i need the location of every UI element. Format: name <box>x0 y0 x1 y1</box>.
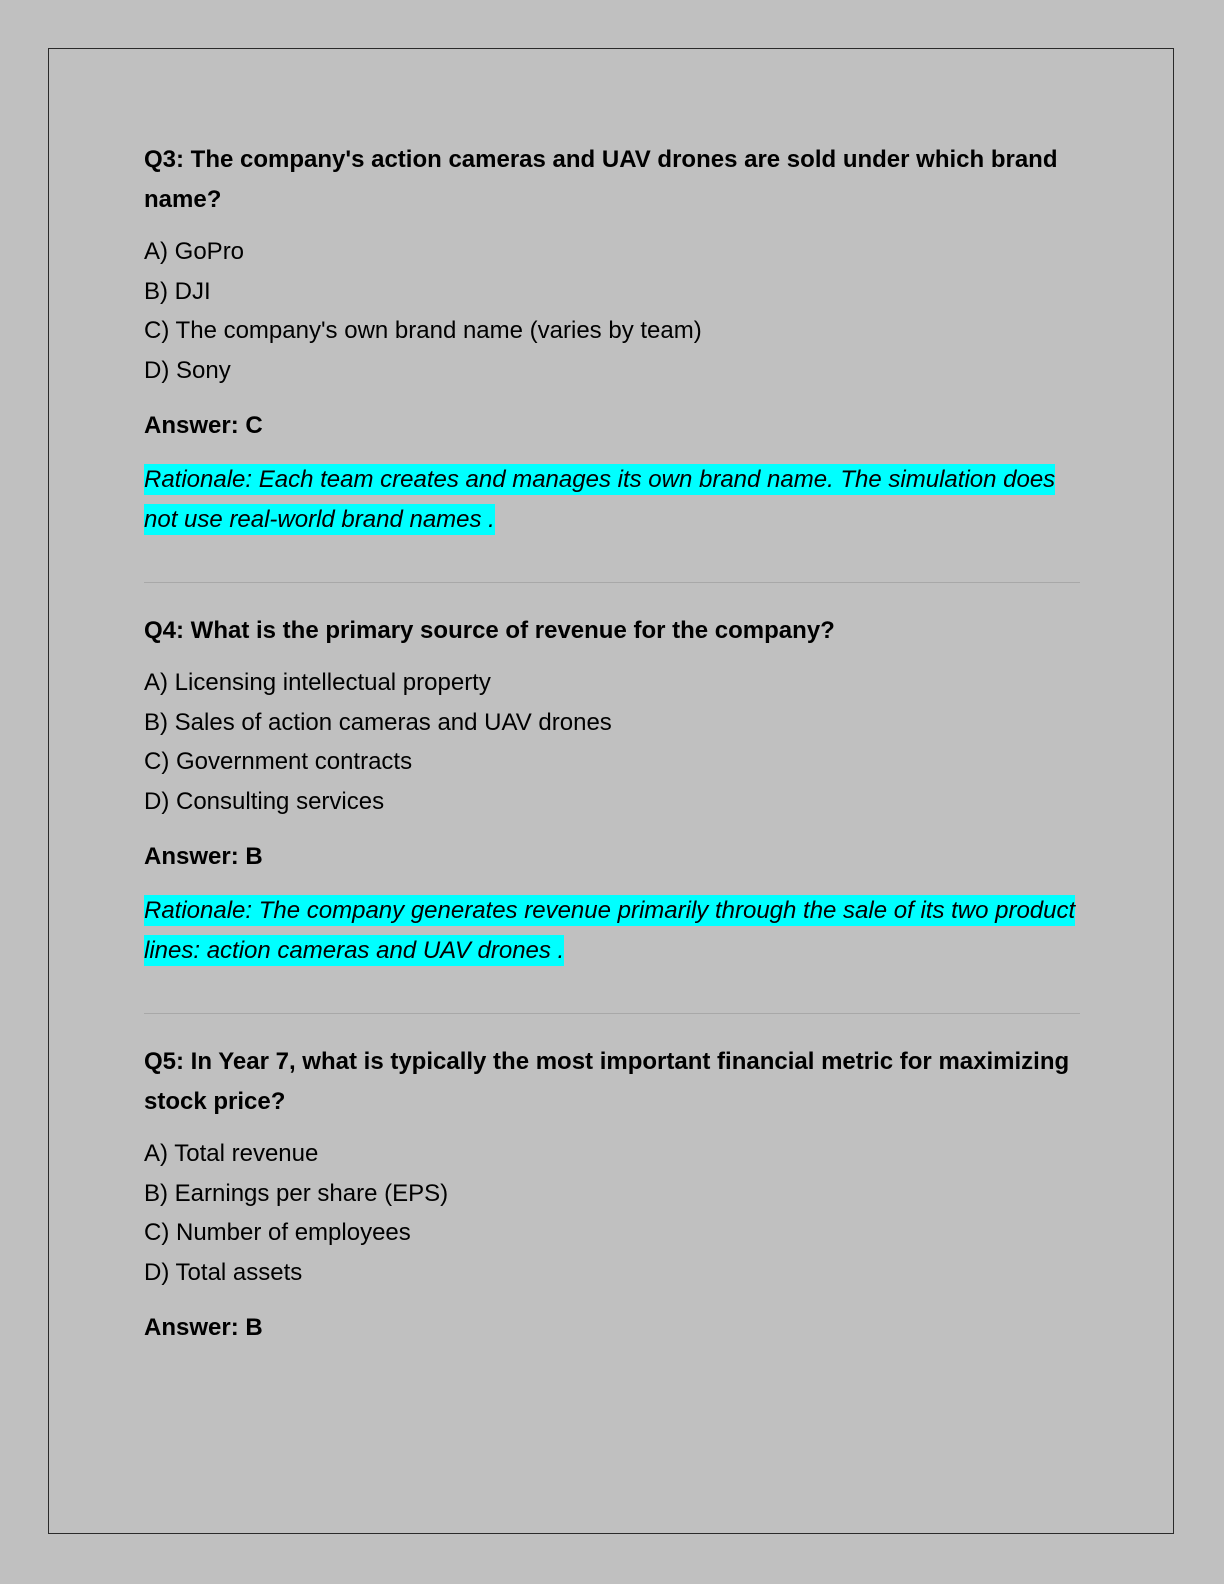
question-title: Q5: In Year 7, what is typically the most important financial metric for maximizing stock price? <box>144 1048 1070 1115</box>
option-c: C) The company's own brand name (varies by team) <box>144 317 702 344</box>
answer-line: Answer: C <box>144 412 263 439</box>
answer-options <box>144 232 1080 390</box>
question-title: Q4: What is the primary source of revenue for the company? <box>144 617 835 644</box>
question-5 <box>144 1042 1080 1348</box>
rationale-highlight: Rationale: The company generates revenue primarily through the sale of its two product lines: action cameras and UAV drones . <box>144 897 1076 964</box>
option-a: A) Licensing intellectual property <box>144 669 491 696</box>
option-a: A) Total revenue <box>144 1140 319 1167</box>
question-title: Q3: The company's action cameras and UAV drones are sold under which brand name? <box>144 146 1058 213</box>
rationale <box>144 891 1080 971</box>
option-c: C) Government contracts <box>144 748 413 775</box>
option-b: B) Sales of action cameras and UAV drones <box>144 708 612 736</box>
option-a: A) GoPro <box>144 238 245 265</box>
answer-line: Answer: B <box>144 843 263 870</box>
option-d: D) Total assets <box>144 1258 303 1286</box>
answer-options <box>144 663 1080 821</box>
option-c: C) Number of employees <box>144 1219 411 1246</box>
option-d: D) Sony <box>144 356 231 384</box>
answer-line: Answer: B <box>144 1314 263 1341</box>
rationale-highlight: Rationale: Each team creates and manages its own brand name. The simulation does not use real-world brand names . <box>144 466 1056 533</box>
rationale <box>144 460 1080 540</box>
answer-options <box>144 1134 1080 1292</box>
option-d: D) Consulting services <box>144 787 385 815</box>
document-content <box>144 140 1080 1362</box>
option-b: B) DJI <box>144 277 211 305</box>
section-divider <box>144 582 1080 583</box>
question-3 <box>144 140 1080 540</box>
option-b: B) Earnings per share (EPS) <box>144 1179 449 1207</box>
section-divider <box>144 1013 1080 1014</box>
question-4 <box>144 611 1080 971</box>
